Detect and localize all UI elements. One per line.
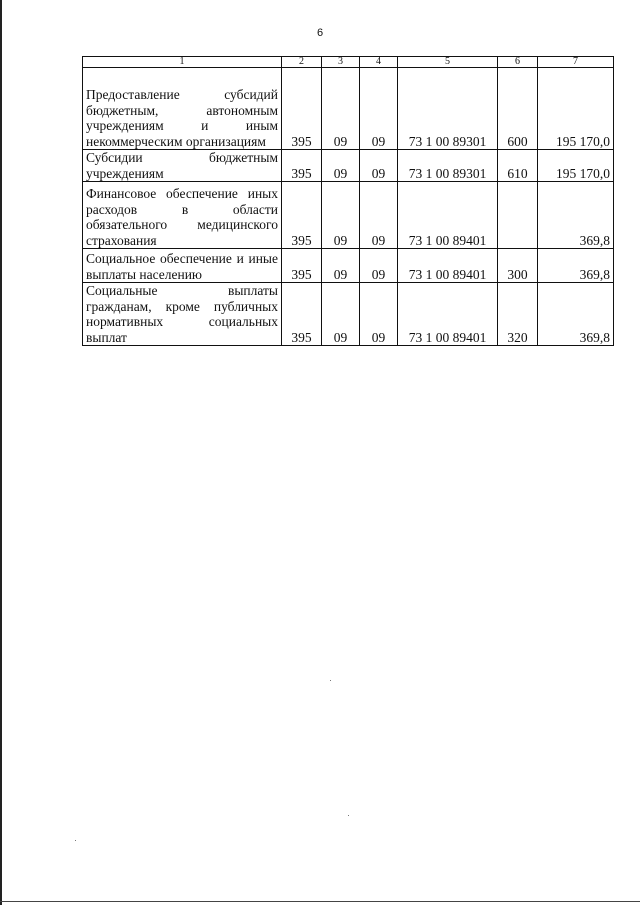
cell-expense-type: 300 xyxy=(498,249,538,283)
cell-expense-type: 600 xyxy=(498,68,538,150)
cell-amount: 195 170,0 xyxy=(538,150,614,182)
cell-expense-type xyxy=(498,182,538,249)
cell-subsection: 09 xyxy=(360,68,398,150)
cell-section: 09 xyxy=(322,249,360,283)
scan-edge-line xyxy=(0,0,2,905)
cell-code: 395 xyxy=(282,182,322,249)
scan-bottom-line xyxy=(0,901,640,902)
cell-code: 395 xyxy=(282,283,322,346)
cell-code: 395 xyxy=(282,249,322,283)
budget-table xyxy=(82,56,614,346)
cell-expense-type: 320 xyxy=(498,283,538,346)
table-row xyxy=(83,249,614,283)
cell-subsection: 09 xyxy=(360,249,398,283)
cell-target-article: 73 1 00 89401 xyxy=(398,182,498,249)
cell-subsection: 09 xyxy=(360,283,398,346)
scan-speck xyxy=(75,840,76,841)
cell-subsection: 09 xyxy=(360,182,398,249)
row-name: Социальное обеспечение и иные выплаты населению xyxy=(83,249,282,283)
cell-amount: 369,8 xyxy=(538,283,614,346)
row-name: Субсидии бюджетным учреждениям xyxy=(83,150,282,182)
scan-speck xyxy=(348,815,349,816)
cell-amount: 195 170,0 xyxy=(538,68,614,150)
table-row xyxy=(83,150,614,182)
cell-section: 09 xyxy=(322,182,360,249)
table-header-row xyxy=(83,57,614,68)
scan-speck xyxy=(330,680,331,681)
cell-target-article: 73 1 00 89401 xyxy=(398,283,498,346)
cell-section: 09 xyxy=(322,283,360,346)
cell-amount: 369,8 xyxy=(538,249,614,283)
cell-code: 395 xyxy=(282,150,322,182)
table-row xyxy=(83,283,614,346)
cell-code: 395 xyxy=(282,68,322,150)
column-header: 6 xyxy=(498,57,538,68)
cell-target-article: 73 1 00 89401 xyxy=(398,249,498,283)
column-header: 5 xyxy=(398,57,498,68)
row-name: Финансовое обеспечение иных расходов в области обязательного медицинского страхования xyxy=(83,182,282,249)
column-header: 2 xyxy=(282,57,322,68)
page-number: 6 xyxy=(316,27,324,39)
cell-section: 09 xyxy=(322,68,360,150)
column-header: 1 xyxy=(83,57,282,68)
cell-target-article: 73 1 00 89301 xyxy=(398,68,498,150)
cell-section: 09 xyxy=(322,150,360,182)
column-header: 3 xyxy=(322,57,360,68)
table-row xyxy=(83,182,614,249)
cell-expense-type: 610 xyxy=(498,150,538,182)
row-name: Предоставление субсидий бюджетным, автономным учреждениям и иным некоммерческим организациям xyxy=(83,68,282,150)
column-header: 4 xyxy=(360,57,398,68)
row-name: Социальные выплаты гражданам, кроме публичных нормативных социальных выплат xyxy=(83,283,282,346)
column-header: 7 xyxy=(538,57,614,68)
cell-amount: 369,8 xyxy=(538,182,614,249)
table-row xyxy=(83,68,614,150)
cell-target-article: 73 1 00 89301 xyxy=(398,150,498,182)
cell-subsection: 09 xyxy=(360,150,398,182)
